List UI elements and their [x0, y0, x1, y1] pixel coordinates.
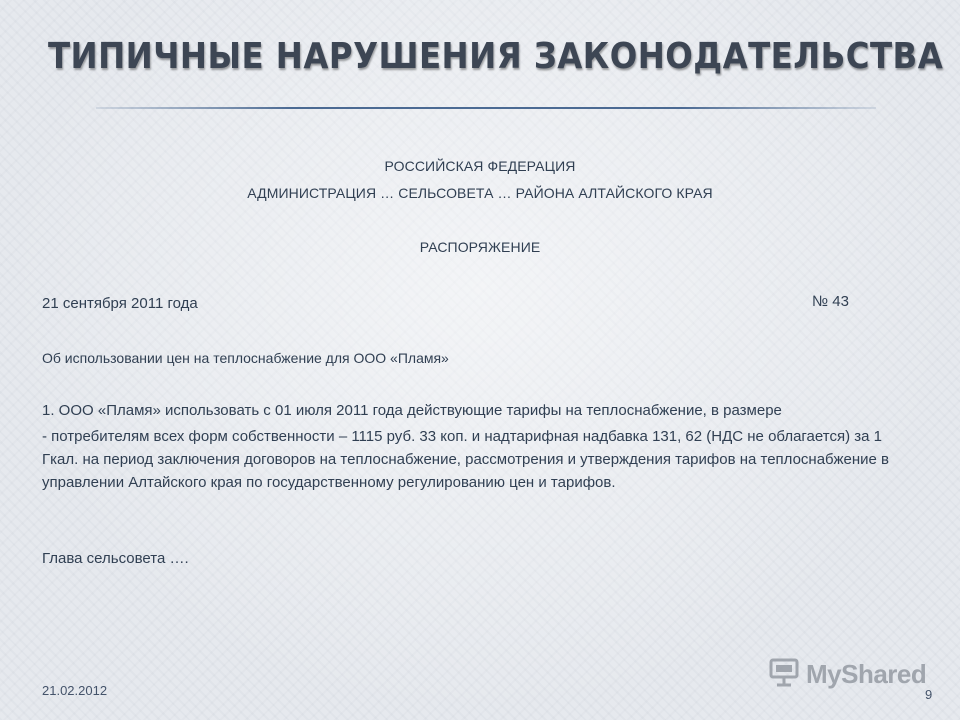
doc-header-administration: АДМИНИСТРАЦИЯ … СЕЛЬСОВЕТА … РАЙОНА АЛТАЙСКОГО КРАЯ: [247, 185, 713, 201]
watermark-logo: [768, 658, 926, 690]
doc-subject: Об использовании цен на теплоснабжение для ООО «Пламя»: [42, 350, 449, 366]
slide-date: 21.02.2012: [42, 683, 108, 698]
doc-header-country: РОССИЙСКАЯ ФЕДЕРАЦИЯ: [384, 158, 576, 174]
presentation-board-icon: [768, 657, 800, 692]
slide-title: ТИПИЧНЫЕ НАРУШЕНИЯ ЗАКОНОДАТЕЛЬСТВА: [48, 36, 944, 77]
doc-type: РАСПОРЯЖЕНИЕ: [419, 239, 541, 255]
doc-signature: Глава сельсовета ….: [42, 550, 189, 567]
title-divider: [96, 107, 876, 109]
doc-item1-line1: 1. ООО «Пламя» использовать с 01 июля 2011 года действующие тарифы на теплоснабжение, в размере: [42, 402, 782, 419]
doc-date: 21 сентября 2011 года: [42, 295, 198, 312]
doc-item1-body: - потребителям всех форм собственности – 1115 руб. 33 коп. и надтарифная надбавка 131, 62 (НДС не облагается) за 1 Гкал. на период заключения договоров на теплоснабжение, рассмотрения и утверждения тарифов на теплоснабжение в управлении Алтайского края по государственному регулированию цен и тарифов.: [42, 428, 889, 491]
page-number: 9: [925, 687, 933, 702]
doc-number: № 43: [812, 293, 849, 310]
watermark-text: MyShared: [806, 658, 927, 689]
